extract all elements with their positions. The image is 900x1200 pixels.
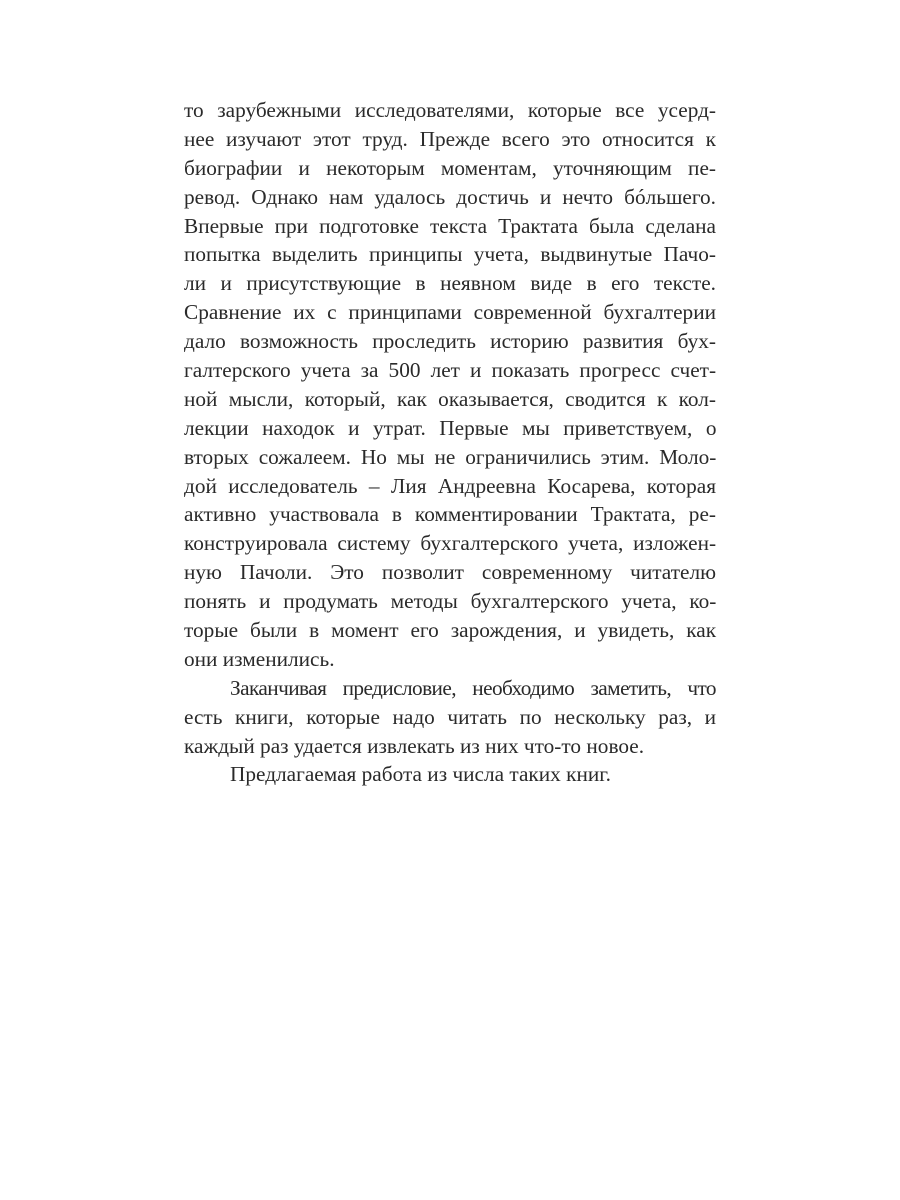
- text-line: галтерского учета за 500 лет и показать прогресс счет-: [184, 358, 717, 383]
- text-line: биографии и некоторым моментам, уточняющим пе-: [184, 155, 716, 180]
- text-line: ревод. Однако нам удалось достичь и нечто бóльшего.: [184, 184, 716, 209]
- text-line: дой исследователь – Лия Андреевна Косарева, которая: [184, 473, 716, 498]
- body-text: [184, 96, 716, 789]
- text-line: Заканчивая предисловие, необходимо заметить, что: [230, 675, 716, 700]
- text-line: есть книги, которые надо читать по нескольку раз, и: [184, 704, 717, 729]
- text-line: попытка выделить принципы учета, выдвинутые Пачо-: [184, 242, 716, 267]
- text-line: ли и присутствующие в неявном виде в его тексте.: [184, 271, 716, 296]
- text-line: они изменились.: [184, 646, 335, 671]
- text-line: вторых сожалеем. Но мы не ограничились этим. Моло-: [184, 444, 717, 469]
- text-line: конструировала систему бухгалтерского учета, изложен-: [184, 531, 717, 556]
- text-line: торые были в момент его зарождения, и увидеть, как: [184, 618, 717, 643]
- text-line: лекции находок и утрат. Первые мы приветствуем, о: [184, 415, 717, 440]
- text-line: ную Пачоли. Это позволит современному читателю: [184, 560, 717, 585]
- text-line: Сравнение их с принципами современной бухгалтерии: [184, 300, 716, 325]
- text-line: дало возможность проследить историю развития бух-: [184, 329, 716, 354]
- text-line: понять и продумать методы бухгалтерского учета, ко-: [184, 589, 717, 614]
- paragraph: [184, 96, 716, 674]
- text-line: то зарубежными исследователями, которые все усерд-: [184, 98, 716, 122]
- text-line: Впервые при подготовке текста Трактата была сделана: [184, 213, 716, 238]
- text-line: каждый раз удается извлекать из них что-то новое.: [184, 733, 645, 758]
- paragraph: [184, 760, 716, 789]
- text-line: Предлагаемая работа из числа таких книг.: [230, 762, 611, 787]
- paragraph: [184, 674, 716, 761]
- text-line: нее изучают этот труд. Прежде всего это относится к: [184, 126, 716, 151]
- text-line: активно участвовала в комментировании Трактата, ре-: [184, 502, 716, 527]
- text-line: ной мысли, который, как оказывается, сводится к кол-: [184, 386, 716, 411]
